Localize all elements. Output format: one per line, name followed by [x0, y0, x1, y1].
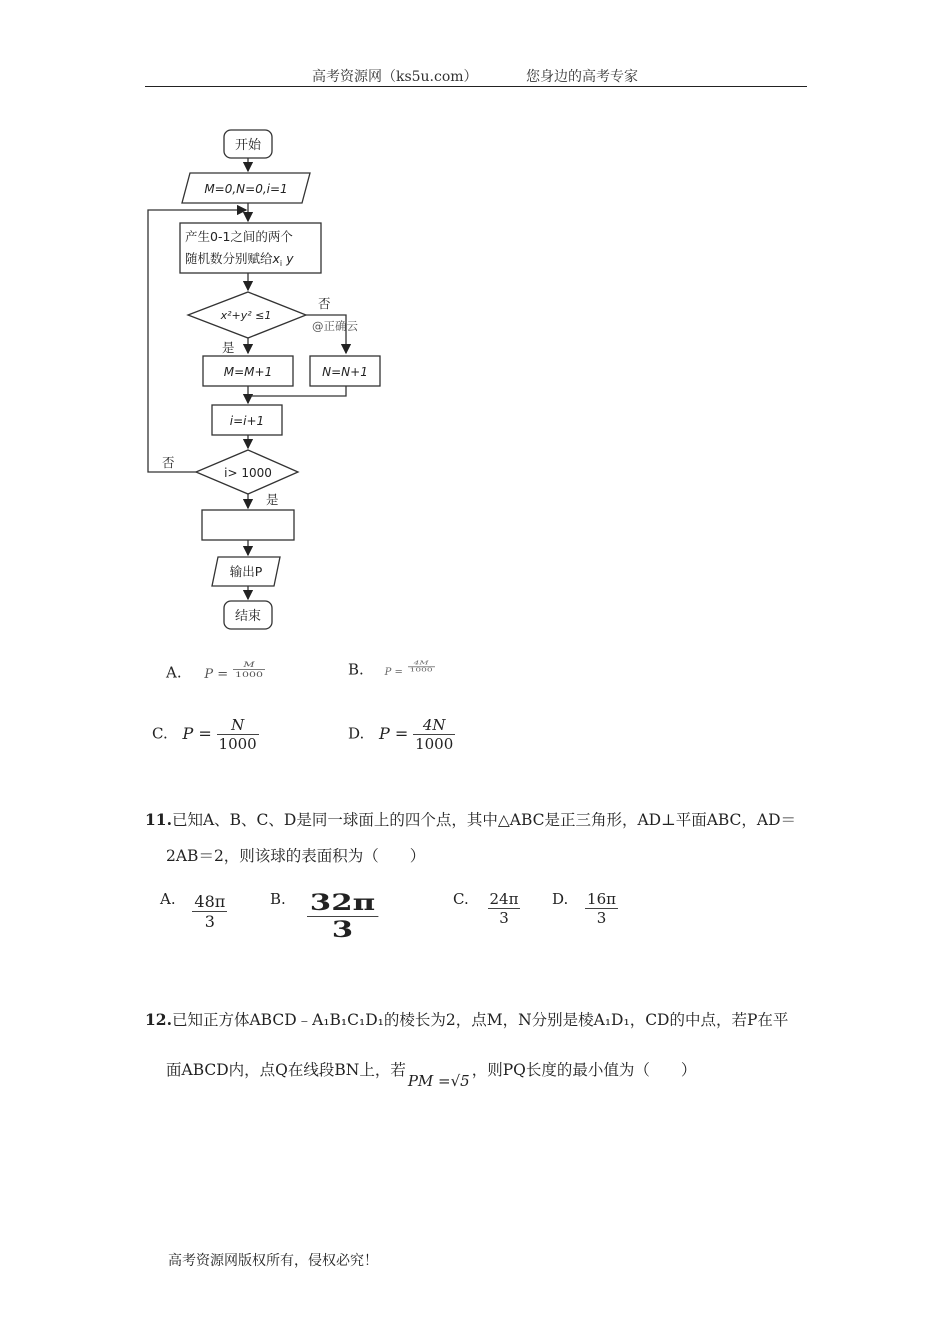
option-d-lhs: P =	[379, 723, 409, 743]
generate-line1: 产生0-1之间的两个	[185, 229, 293, 244]
q12-text-line1: 已知正方体ABCD﹣A₁B₁C₁D₁的棱长为2，点M，N分别是棱A₁D₁，CD的中点，若P在平	[171, 1011, 789, 1029]
loop-condition-label: i> 1000	[224, 466, 272, 480]
option-a-label: A.	[166, 663, 182, 682]
q12-line1	[145, 1012, 788, 1029]
start-label: 开始	[234, 138, 262, 153]
flowchart	[140, 120, 400, 640]
q11-option-c[interactable]	[453, 890, 520, 927]
q12-number: 12.	[145, 1010, 172, 1029]
option-a-fraction: $\frac{M}{1000}$	[234, 660, 263, 679]
q12-text-line2a: 面ABCD内，点Q在线段BN上，若	[166, 1061, 406, 1079]
m-update-label: M=M+1	[223, 365, 273, 379]
option-c-fraction: $\frac{24\pi}{3}$	[489, 890, 519, 927]
cond-yes-label: 是	[222, 340, 235, 355]
option-d-fraction: $\frac{4N}{1000}$	[415, 716, 454, 753]
n-update-label: N=N+1	[322, 365, 368, 379]
q11-line2: 2AB＝2，则该球的表面积为（ ）	[166, 847, 426, 865]
q11-number: 11.	[145, 810, 172, 829]
q10-option-b[interactable]	[348, 660, 435, 681]
option-c-lhs: P =	[182, 723, 212, 743]
option-b-fraction: $\frac{4M}{1000}$	[409, 660, 433, 674]
option-a-lhs: P =	[204, 666, 229, 682]
watermark: @正确云	[312, 319, 358, 333]
empty-process-box	[202, 510, 294, 540]
q11-line1	[145, 812, 796, 829]
cond-no-label: 否	[318, 296, 331, 311]
output-label: 输出P	[229, 564, 263, 579]
q12-formula: PM =√5	[407, 1072, 470, 1090]
q11-option-d[interactable]	[552, 890, 618, 927]
loop-no-label: 否	[162, 455, 175, 470]
q12-text-line2b: ，则PQ长度的最小值为（ ）	[471, 1061, 697, 1079]
option-c-fraction: $\frac{N}{1000}$	[218, 716, 257, 753]
option-b-fraction: $\frac{32\pi}{3}$	[307, 890, 378, 943]
loop-yes-label: 是	[266, 492, 279, 507]
q11-text-line1: 已知A、B、C、D是同一球面上的四个点，其中△ABC是正三角形，AD⊥平面ABC，AD＝	[171, 811, 797, 829]
i-update-label: i=i+1	[229, 414, 265, 428]
q11-option-b[interactable]	[270, 890, 375, 943]
header-site: 高考资源网（ks5u.com）	[311, 69, 478, 85]
page-footer: 高考资源网版权所有，侵权必究！	[168, 1253, 378, 1269]
option-a-fraction: $\frac{48\pi}{3}$	[194, 892, 226, 931]
q11-option-a[interactable]	[160, 890, 227, 931]
page-header	[0, 66, 950, 86]
header-slogan: 您身边的高考专家	[526, 69, 639, 85]
option-b-label: B.	[348, 660, 364, 679]
option-a-label: A.	[160, 890, 176, 908]
q10-option-d[interactable]	[348, 716, 455, 753]
option-b-label: B.	[270, 890, 286, 908]
end-label: 结束	[234, 609, 262, 624]
option-d-fraction: $\frac{16\pi}{3}$	[587, 890, 616, 927]
option-c-label: C.	[453, 890, 469, 908]
option-b-lhs: P =	[384, 666, 403, 678]
option-d-label: D.	[552, 890, 569, 908]
header-rule	[145, 86, 807, 87]
init-label: M=0,N=0,i=1	[204, 182, 288, 196]
q12-line2	[166, 1061, 697, 1090]
condition-label: x²+y² ≤1	[220, 309, 272, 322]
option-c-label: C.	[152, 724, 168, 743]
q10-option-c[interactable]	[152, 716, 259, 753]
option-d-label: D.	[348, 724, 365, 743]
q10-option-a[interactable]	[166, 660, 265, 687]
generate-line2: 随机数分别赋给$x_i$ y	[185, 251, 294, 268]
